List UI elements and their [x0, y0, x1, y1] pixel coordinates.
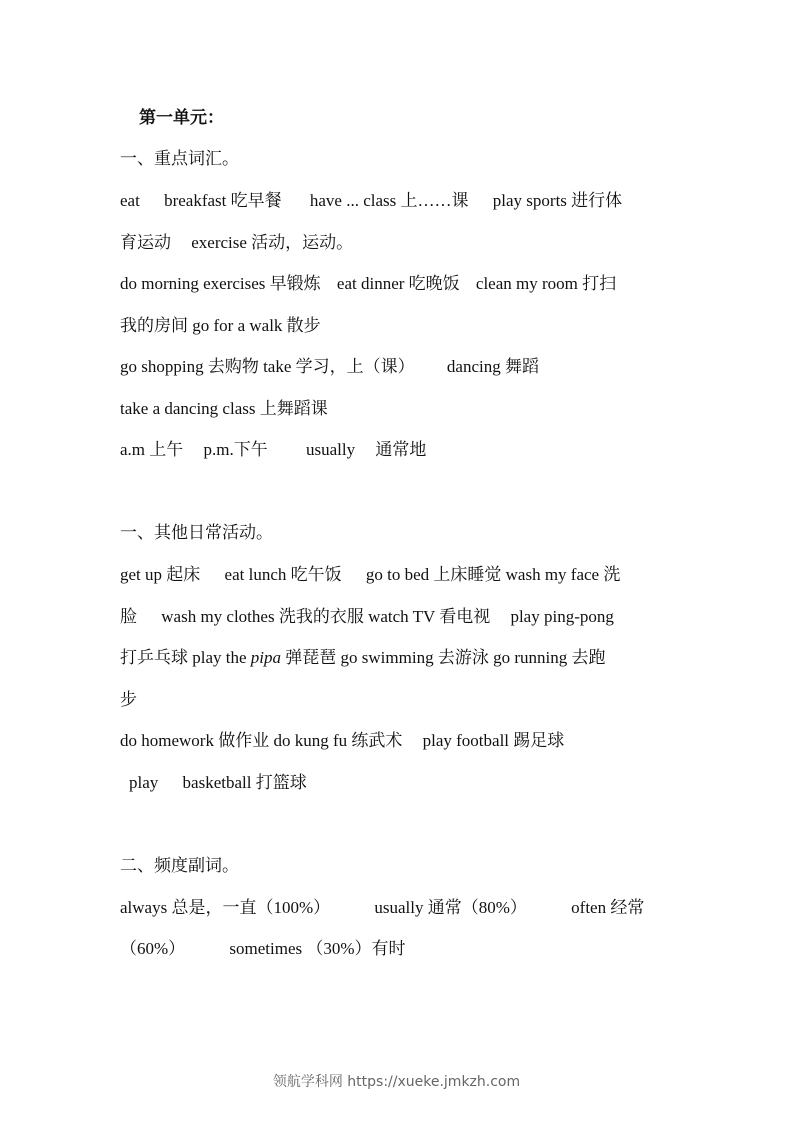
vocab-term: clean my room 打扫	[475, 274, 617, 293]
vocab-line	[120, 938, 680, 960]
vocab-term: do homework 做作业 do kung fu 练武术	[120, 731, 403, 750]
vocab-term: breakfast 吃早餐	[164, 191, 282, 210]
vocab-term: play football 踢足球	[422, 731, 565, 750]
vocab-term: eat lunch 吃午饭	[224, 565, 342, 584]
vocab-term: get up 起床	[120, 565, 201, 584]
vocab-term: play sports 进行体	[492, 191, 623, 210]
vocab-term: exercise 活动，运动。	[191, 233, 354, 252]
footer-watermark: 领航学科网 https://xueke.jmkzh.com	[272, 1074, 521, 1090]
vocab-term: 打乒乓球 play the	[120, 648, 251, 667]
vocab-term: 弹琵琶 go swimming 去游泳 go running 去跑	[281, 648, 606, 667]
vocab-line	[120, 689, 680, 711]
vocab-term: often 经常	[571, 898, 645, 917]
vocab-line	[129, 772, 689, 794]
vocab-term: eat	[120, 191, 140, 210]
unit-title: 第一单元：	[139, 108, 224, 127]
vocab-term: play	[129, 773, 159, 792]
vocab-term: p.m.下午	[203, 440, 268, 459]
vocab-term: go to bed 上床睡觉 wash my face 洗	[365, 565, 621, 584]
vocab-term: 脸	[120, 607, 137, 626]
vocab-line	[120, 273, 680, 295]
vocab-term: usually 通常（80%）	[374, 898, 527, 917]
vocab-line	[120, 564, 680, 586]
section-heading-key-vocabulary: 一、重点词汇。	[120, 149, 239, 168]
vocab-term: usually	[306, 440, 356, 459]
vocab-line	[120, 606, 680, 628]
vocab-line	[120, 190, 680, 212]
vocab-line	[120, 398, 680, 420]
vocab-term: 通常地	[375, 440, 427, 459]
vocab-term: 我的房间 go for a walk 散步	[120, 316, 321, 335]
vocab-line	[120, 647, 680, 669]
vocab-term: always 总是，一直（100%）	[120, 898, 331, 917]
vocab-line	[120, 232, 680, 254]
vocab-line	[120, 356, 680, 378]
vocab-line	[120, 315, 680, 337]
vocab-term: play ping-pong	[510, 607, 614, 626]
vocab-term: go shopping 去购物 take 学习，上（课）	[120, 357, 415, 376]
vocab-term: sometimes （30%）有时	[229, 939, 406, 958]
vocab-term-italic: pipa	[250, 648, 282, 667]
vocab-term: take a dancing class 上舞蹈课	[120, 399, 328, 418]
vocab-line	[120, 730, 680, 752]
vocab-term: a.m 上午	[120, 440, 184, 459]
vocab-term: 步	[120, 690, 137, 709]
vocab-term: 育运动	[120, 233, 171, 252]
vocab-term: （60%）	[120, 939, 186, 958]
vocab-term: eat dinner 吃晚饭	[336, 274, 460, 293]
vocab-term: dancing 舞蹈	[446, 357, 539, 376]
vocab-term: do morning exercises 早锻炼	[120, 274, 321, 293]
vocab-term: wash my clothes 洗我的衣服 watch TV 看电视	[161, 607, 491, 626]
vocab-line	[120, 439, 680, 461]
section-heading-frequency-adverbs: 二、频度副词。	[120, 856, 239, 875]
vocab-term: have ... class 上……课	[309, 191, 469, 210]
vocab-line	[120, 897, 680, 919]
section-heading-other-activities: 一、其他日常活动。	[120, 523, 273, 542]
vocab-term: basketball 打篮球	[182, 773, 307, 792]
